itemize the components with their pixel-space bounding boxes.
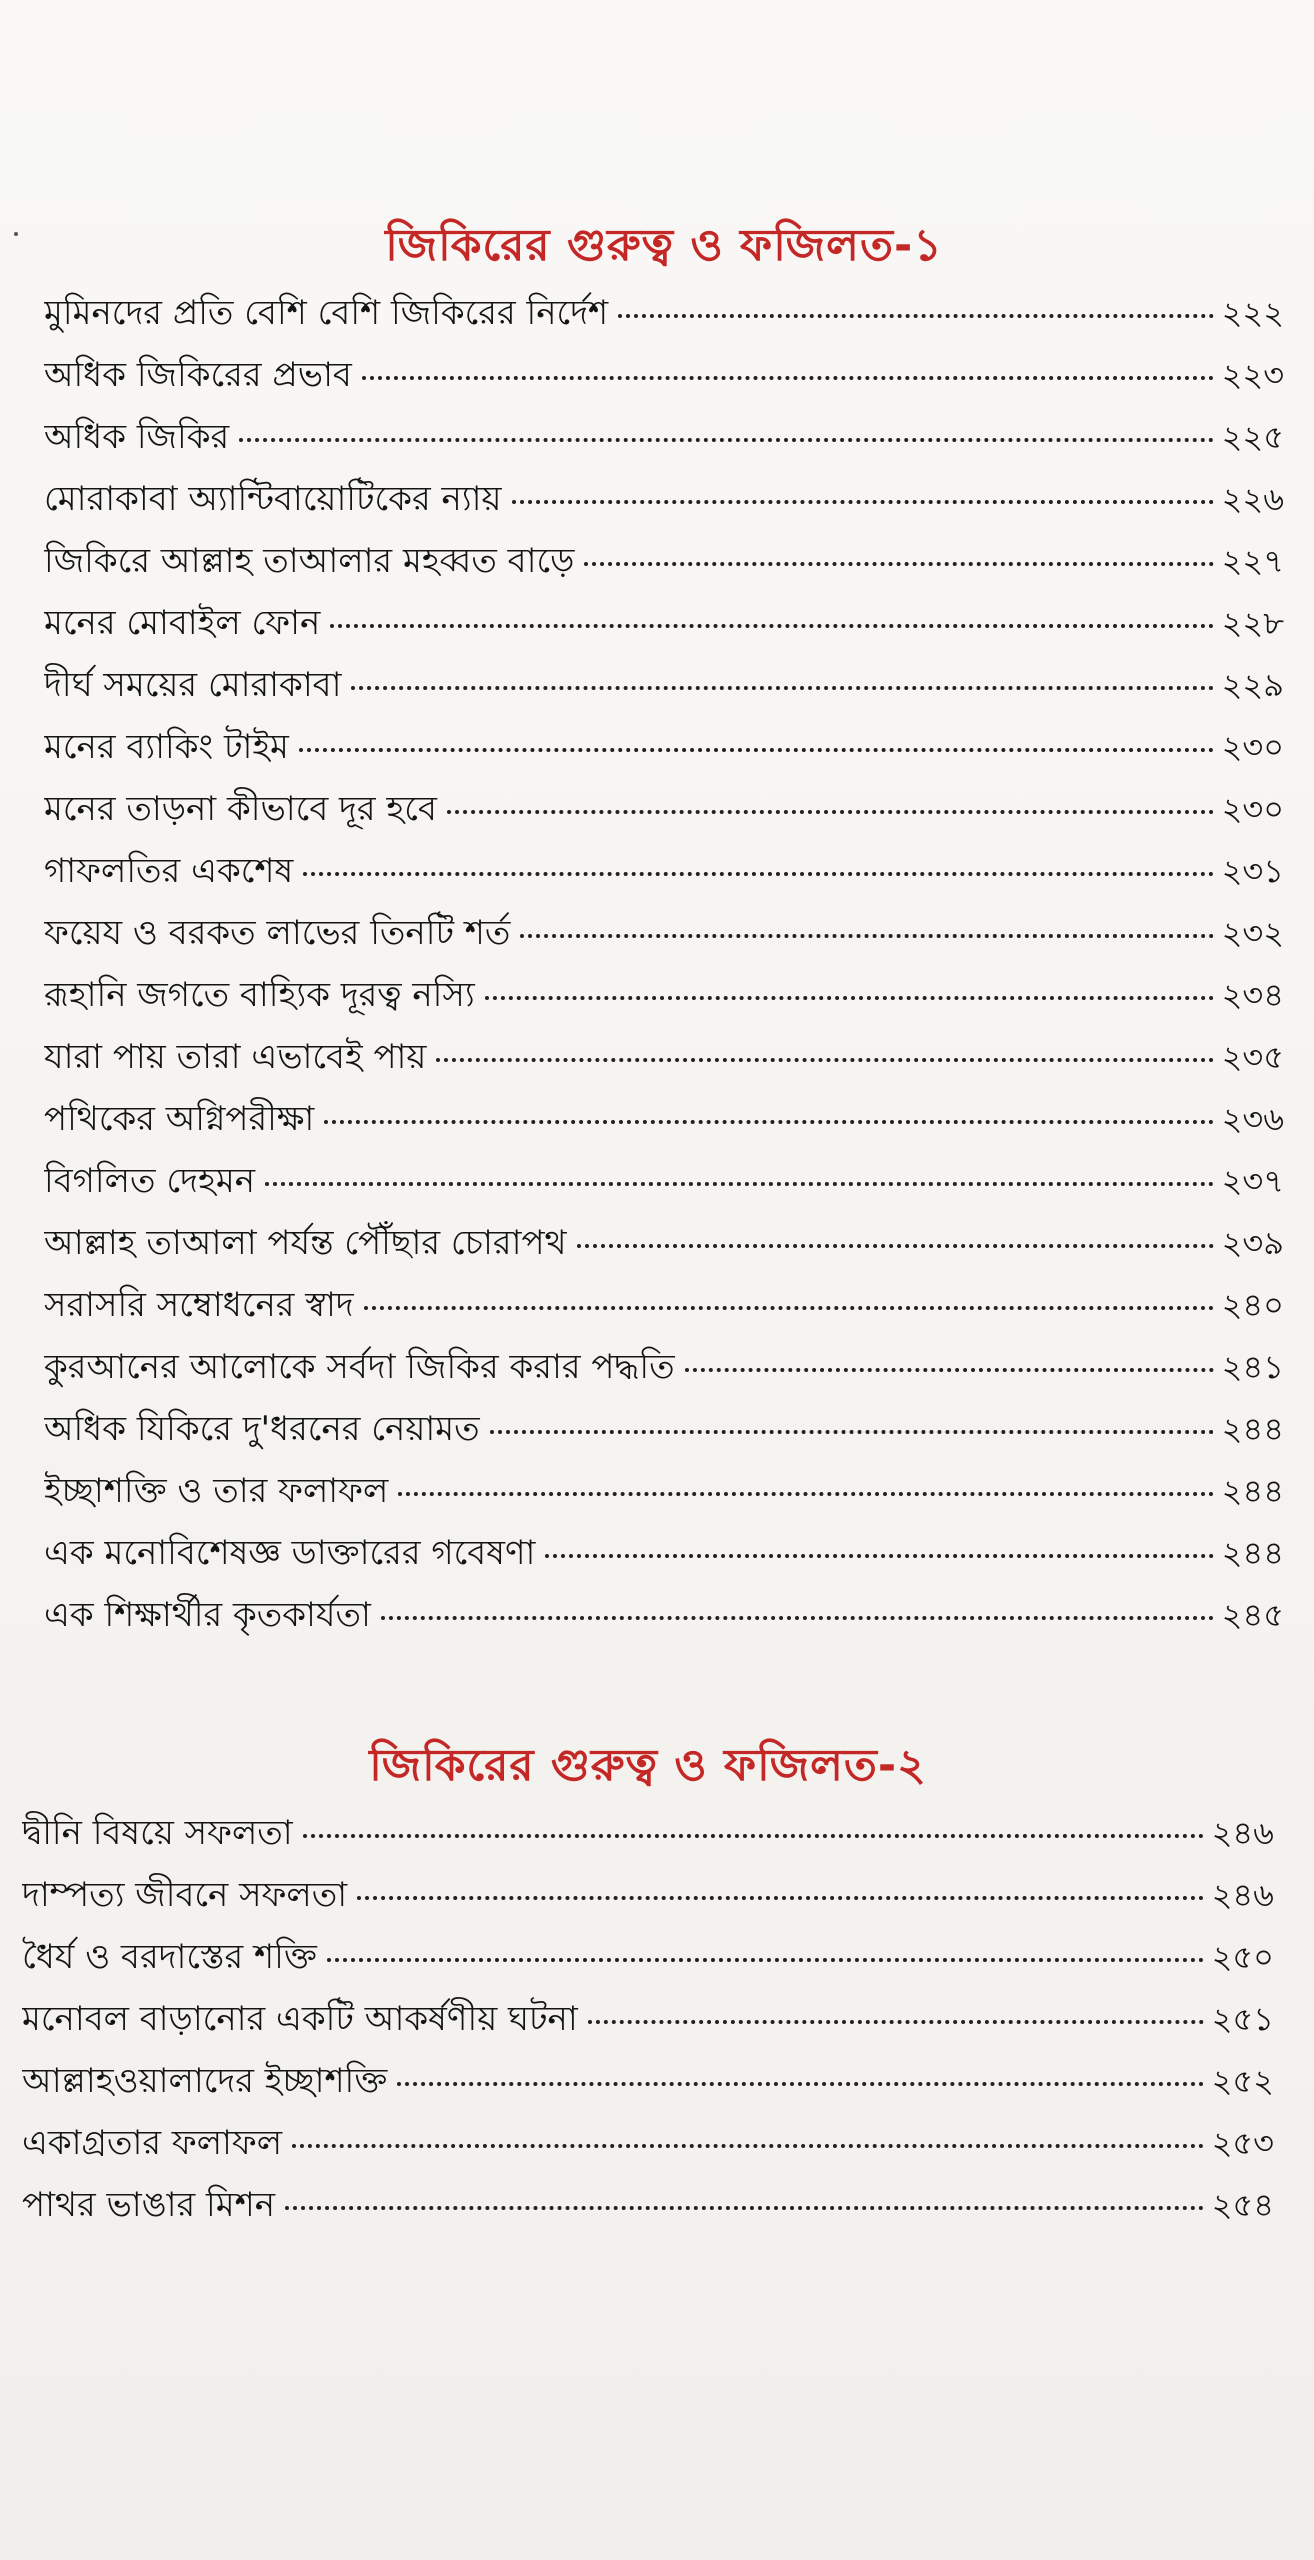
toc-entry xyxy=(44,468,1284,530)
entry-page-number: ২৪৬ xyxy=(1211,1814,1274,1852)
entry-page-number: ২২৬ xyxy=(1221,480,1284,518)
dot-leader xyxy=(485,992,1214,1000)
toc-entry xyxy=(22,1802,1274,1864)
toc-entry xyxy=(44,654,1284,716)
entry-page-number: ২৩১ xyxy=(1221,852,1284,890)
toc-entry xyxy=(22,1926,1274,1988)
entry-title: মোরাকাবা অ্যান্টিবায়োটিকের ন্যায় xyxy=(44,479,502,519)
entry-page-number: ২৪৪ xyxy=(1221,1534,1284,1572)
entry-title: ফয়েয ও বরকত লাভের তিনটি শর্ত xyxy=(44,913,511,953)
section-heading-1: জিকিরের গুরুত্ব ও ফজিলত-১ xyxy=(385,220,943,271)
dot-leader xyxy=(303,868,1213,876)
entry-title: অধিক যিকিরে দু'ধরনের নেয়ামত xyxy=(44,1409,480,1449)
entry-title: দীর্ঘ সময়ের মোরাকাবা xyxy=(44,665,342,705)
toc-entry xyxy=(44,716,1284,778)
entry-page-number: ২৩৫ xyxy=(1221,1038,1284,1076)
toc-entry xyxy=(44,1026,1284,1088)
toc-entry xyxy=(44,1088,1284,1150)
entry-page-number: ২৫২ xyxy=(1211,2062,1274,2100)
entry-page-number: ২২৭ xyxy=(1221,542,1284,580)
dot-leader xyxy=(577,1240,1214,1248)
entry-title: মনোবল বাড়ানোর একটি আকর্ষণীয় ঘটনা xyxy=(22,1999,578,2039)
dot-leader xyxy=(364,1302,1214,1310)
entry-page-number: ২৫০ xyxy=(1211,1938,1274,1976)
section-heading-2: জিকিরের গুরুত্ব ও ফজিলত-২ xyxy=(369,1740,927,1791)
entry-title: দ্বীনি বিষয়ে সফলতা xyxy=(22,1813,293,1853)
toc-entry xyxy=(44,840,1284,902)
entry-title: মনের মোবাইল ফোন xyxy=(44,603,321,643)
entry-page-number: ২৩৪ xyxy=(1221,976,1284,1014)
entry-title: একাগ্রতার ফলাফল xyxy=(22,2123,283,2163)
toc-entry xyxy=(44,1460,1284,1522)
dot-leader xyxy=(292,2140,1204,2148)
dot-leader xyxy=(351,682,1213,690)
dot-leader xyxy=(327,1954,1204,1962)
entry-page-number: ২৪৫ xyxy=(1221,1596,1284,1634)
entry-title: বিগলিত দেহমন xyxy=(44,1161,256,1201)
dot-leader xyxy=(490,1426,1214,1434)
entry-title: দাম্পত্য জীবনে সফলতা xyxy=(22,1875,348,1915)
toc-entry xyxy=(22,1988,1274,2050)
entry-page-number: ২৪৪ xyxy=(1221,1472,1284,1510)
toc-entry xyxy=(44,1398,1284,1460)
dot-leader xyxy=(362,372,1214,380)
dot-leader xyxy=(398,1488,1213,1496)
entry-title: মনের তাড়না কীভাবে দূর হবে xyxy=(44,789,437,829)
entry-title: আল্লাহ তাআলা পর্যন্ত পৌঁছার চোরাপথ xyxy=(44,1223,567,1263)
entry-page-number: ২২৩ xyxy=(1221,356,1284,394)
toc-entry xyxy=(22,1864,1274,1926)
entry-title: ধৈর্য ও বরদাস্তের শক্তি xyxy=(22,1937,317,1977)
entry-page-number: ২২৮ xyxy=(1221,604,1284,642)
entry-title: পাথর ভাঙার মিশন xyxy=(22,2185,275,2225)
toc-entry xyxy=(44,902,1284,964)
entry-title: মনের ব্যাকিং টাইম xyxy=(44,727,289,767)
toc-entry xyxy=(44,406,1284,468)
toc-entry xyxy=(22,2050,1274,2112)
dot-leader xyxy=(436,1054,1213,1062)
entry-title: অধিক জিকিরের প্রভাব xyxy=(44,355,352,395)
entry-page-number: ২৩৯ xyxy=(1221,1224,1284,1262)
entry-page-number: ২৫৪ xyxy=(1211,2186,1274,2224)
toc-entry xyxy=(44,964,1284,1026)
dot-leader xyxy=(397,2078,1203,2086)
entry-title: মুমিনদের প্রতি বেশি বেশি জিকিরের নির্দেশ xyxy=(44,293,609,333)
entry-title: সরাসরি সম্বোধনের স্বাদ xyxy=(44,1285,354,1325)
entry-title: এক শিক্ষার্থীর কৃতকার্যতা xyxy=(44,1595,371,1635)
toc-entry xyxy=(44,1584,1284,1646)
entry-title: অধিক জিকির xyxy=(44,417,230,457)
entry-page-number: ২৪৪ xyxy=(1221,1410,1284,1448)
toc-entry xyxy=(44,592,1284,654)
entry-page-number: ২২৯ xyxy=(1221,666,1284,704)
toc-entry xyxy=(44,1522,1284,1584)
toc-entry xyxy=(22,2112,1274,2174)
dot-leader xyxy=(685,1364,1214,1372)
entry-title: পথিকের অগ্নিপরীক্ষা xyxy=(44,1099,315,1139)
toc-entry xyxy=(44,778,1284,840)
toc-entry xyxy=(44,344,1284,406)
toc-entry xyxy=(44,1150,1284,1212)
entry-title: আল্লাহওয়ালাদের ইচ্ছাশক্তি xyxy=(22,2061,388,2101)
dot-leader xyxy=(299,744,1214,752)
entry-page-number: ২৩০ xyxy=(1221,728,1284,766)
entry-title: কুরআনের আলোকে সর্বদা জিকির করার পদ্ধতি xyxy=(44,1347,675,1387)
entry-page-number: ২২২ xyxy=(1221,294,1284,332)
entry-page-number: ২৩২ xyxy=(1221,914,1284,952)
entry-page-number: ২৪১ xyxy=(1221,1348,1284,1386)
dot-leader xyxy=(447,806,1214,814)
dot-leader xyxy=(545,1550,1213,1558)
entry-page-number: ২৫১ xyxy=(1211,2000,1274,2038)
entry-page-number: ২৫৩ xyxy=(1211,2124,1274,2162)
toc-entry xyxy=(44,530,1284,592)
entry-page-number: ২৪০ xyxy=(1221,1286,1284,1324)
dot-leader xyxy=(584,558,1213,566)
dot-leader xyxy=(265,1178,1214,1186)
dot-leader xyxy=(357,1892,1203,1900)
dot-leader xyxy=(239,434,1213,442)
dot-leader xyxy=(381,1612,1214,1620)
toc-entry xyxy=(44,1336,1284,1398)
dot-leader xyxy=(618,310,1213,318)
entry-title: এক মনোবিশেষজ্ঞ ডাক্তারের গবেষণা xyxy=(44,1533,536,1573)
entry-title: গাফলতির একশেষ xyxy=(44,851,294,891)
toc-list-1 xyxy=(44,282,1284,1646)
entry-page-number: ২৩৭ xyxy=(1221,1162,1284,1200)
dot-leader xyxy=(285,2202,1204,2210)
toc-entry xyxy=(44,1212,1284,1274)
toc-list-2 xyxy=(22,1802,1274,2236)
entry-page-number: ২৩০ xyxy=(1221,790,1284,828)
entry-page-number: ২২৫ xyxy=(1221,418,1284,456)
entry-title: ইচ্ছাশক্তি ও তার ফলাফল xyxy=(44,1471,389,1511)
toc-entry xyxy=(22,2174,1274,2236)
entry-title: জিকিরে আল্লাহ তাআলার মহব্বত বাড়ে xyxy=(44,541,575,581)
dot-leader xyxy=(303,1830,1204,1838)
toc-section-2 xyxy=(0,1730,1314,2236)
dot-leader xyxy=(512,496,1214,504)
dot-leader xyxy=(330,620,1213,628)
toc-section-1 xyxy=(0,210,1314,1646)
dot-leader xyxy=(520,930,1213,938)
entry-page-number: ২৪৬ xyxy=(1211,1876,1274,1914)
toc-entry xyxy=(44,282,1284,344)
dot-leader xyxy=(588,2016,1204,2024)
toc-entry xyxy=(44,1274,1284,1336)
entry-page-number: ২৩৬ xyxy=(1221,1100,1284,1138)
entry-title: যারা পায় তারা এভাবেই পায় xyxy=(44,1037,427,1077)
dot-leader xyxy=(324,1116,1213,1124)
entry-title: রূহানি জগতে বাহ্যিক দূরত্ব নস্যি xyxy=(44,975,475,1015)
